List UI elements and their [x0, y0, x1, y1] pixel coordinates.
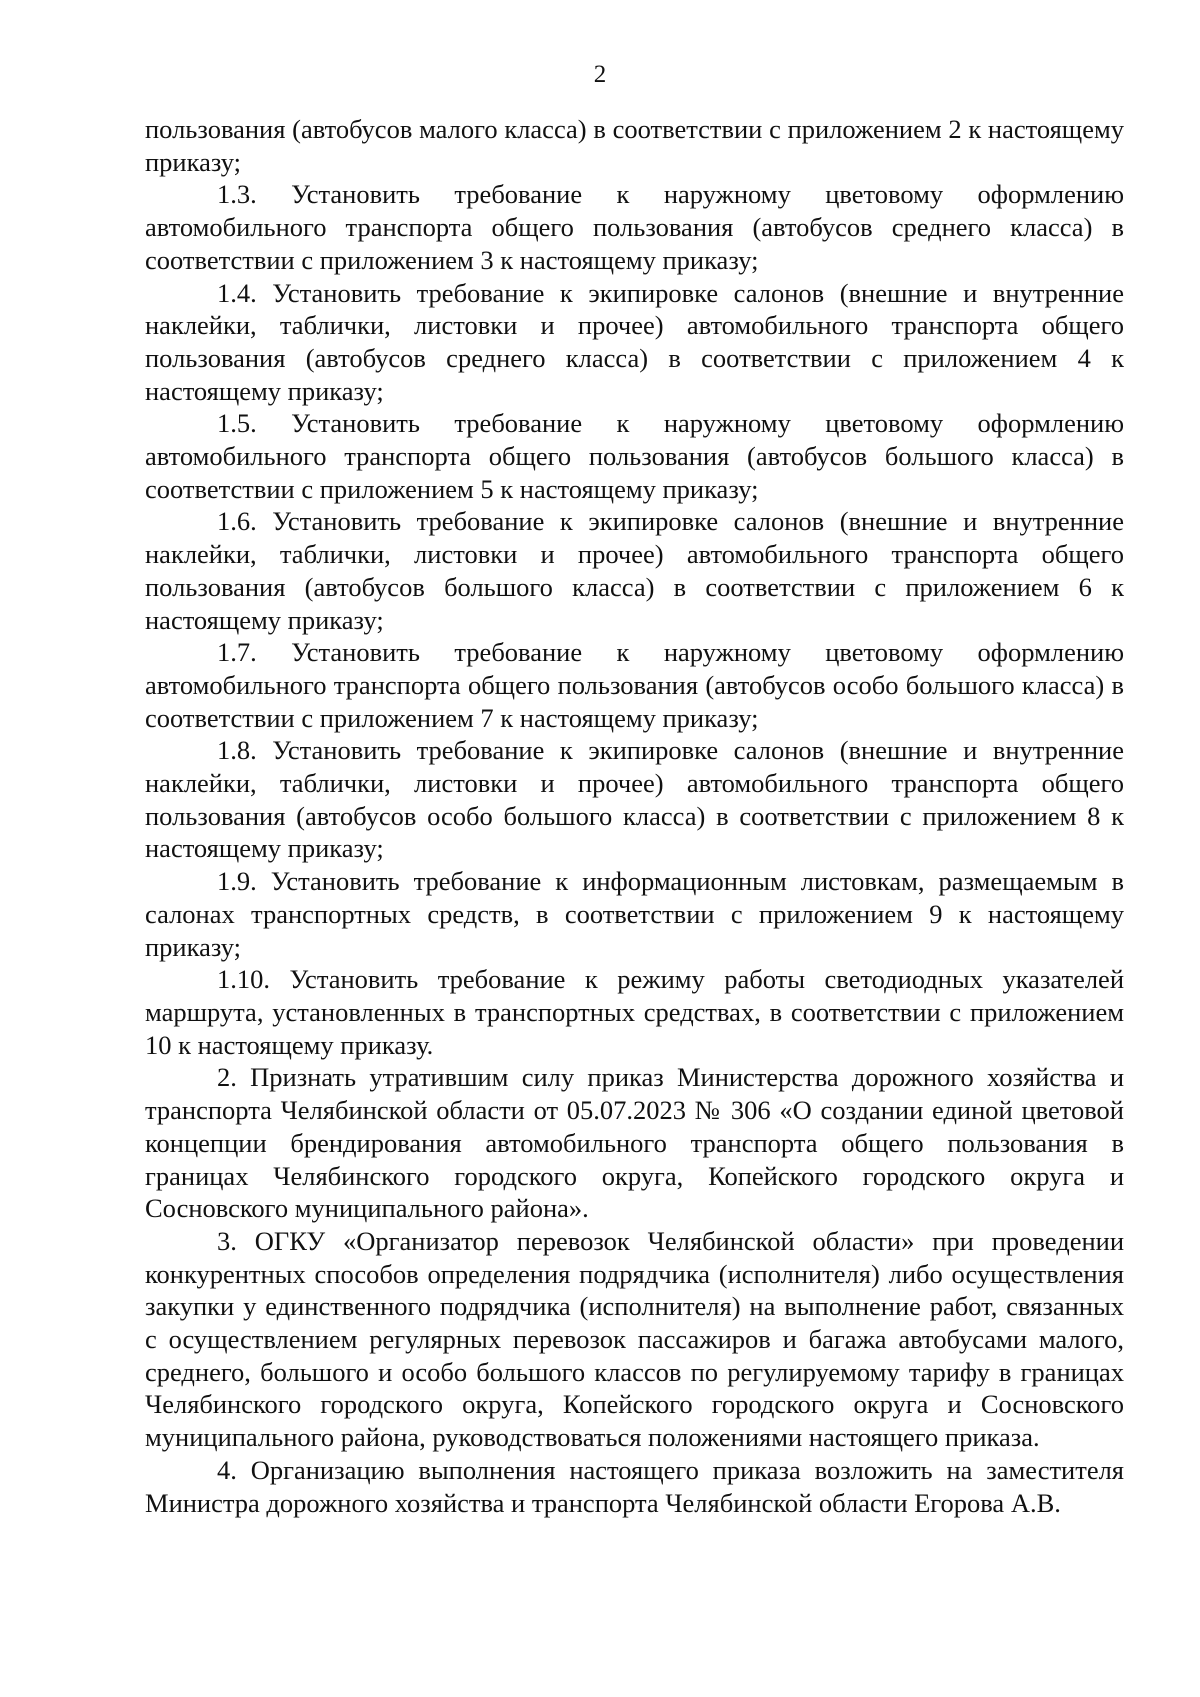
- paragraph-3: 3. ОГКУ «Организатор перевозок Челябинской области» при проведении конкурентных способов определения подрядчика (исполнителя) либо осуществления закупки у единственного подрядчика (исполнителя) на выполнение работ, связанных с осуществлением регулярных перевозок пассажиров и багажа автобусами малого, среднего, большого и особо большого классов по регулируемому тарифу в границах Челябинского городского округа, Копейского городского округа и Сосновского муниципального района, руководствоваться положениями настоящего приказа.: [145, 1225, 1124, 1453]
- paragraph-1-7: 1.7. Установить требование к наружному цветовому оформлению автомобильного транспорта общего пользования (автобусов особо большого класса) в соответствии с приложением 7 к настоящему приказу;: [145, 637, 1124, 733]
- paragraph-1-4: 1.4. Установить требование к экипировке салонов (внешние и внутренние наклейки, таблички, листовки и прочее) автомобильного транспорта общего пользования (автобусов среднего класса) в соответствии с приложением 4 к настоящему приказу;: [145, 277, 1124, 406]
- document-body: [145, 113, 1124, 1519]
- paragraph-1-10: 1.10. Установить требование к режиму работы светодиодных указателей маршрута, установленных в транспортных средствах, в соответствии с приложением 10 к настоящему приказу.: [145, 964, 1124, 1060]
- paragraph-1-3: 1.3. Установить требование к наружному цветовому оформлению автомобильного транспорта общего пользования (автобусов среднего класса) в соответствии с приложением 3 к настоящему приказу;: [145, 179, 1124, 275]
- paragraph-2: 2. Признать утратившим силу приказ Министерства дорожного хозяйства и транспорта Челябинской области от 05.07.2023 № 306 «О создании единой цветовой концепции брендирования автомобильного транспорта общего пользования в границах Челябинского городского округа, Копейского городского округа и Сосновского муниципального района».: [145, 1062, 1124, 1224]
- paragraph-1-5: 1.5. Установить требование к наружному цветовому оформлению автомобильного транспорта общего пользования (автобусов большого класса) в соответствии с приложением 5 к настоящему приказу;: [145, 408, 1124, 504]
- page-number: 2: [593, 61, 607, 88]
- paragraph-4: 4. Организацию выполнения настоящего приказа возложить на заместителя Министра дорожного хозяйства и транспорта Челябинской области Егорова А.В.: [145, 1454, 1124, 1518]
- paragraph-continuation: пользования (автобусов малого класса) в соответствии с приложением 2 к настоящему приказу;: [145, 114, 1124, 177]
- paragraph-1-9: 1.9. Установить требование к информационным листовкам, размещаемым в салонах транспортных средств, в соответствии с приложением 9 к настоящему приказу;: [145, 866, 1124, 962]
- paragraph-1-8: 1.8. Установить требование к экипировке салонов (внешние и внутренние наклейки, таблички, листовки и прочее) автомобильного транспорта общего пользования (автобусов особо большого класса) в соответствии с приложением 8 к настоящему приказу;: [145, 735, 1124, 864]
- paragraph-1-6: 1.6. Установить требование к экипировке салонов (внешние и внутренние наклейки, таблички, листовки и прочее) автомобильного транспорта общего пользования (автобусов большого класса) в соответствии с приложением 6 к настоящему приказу;: [145, 506, 1124, 635]
